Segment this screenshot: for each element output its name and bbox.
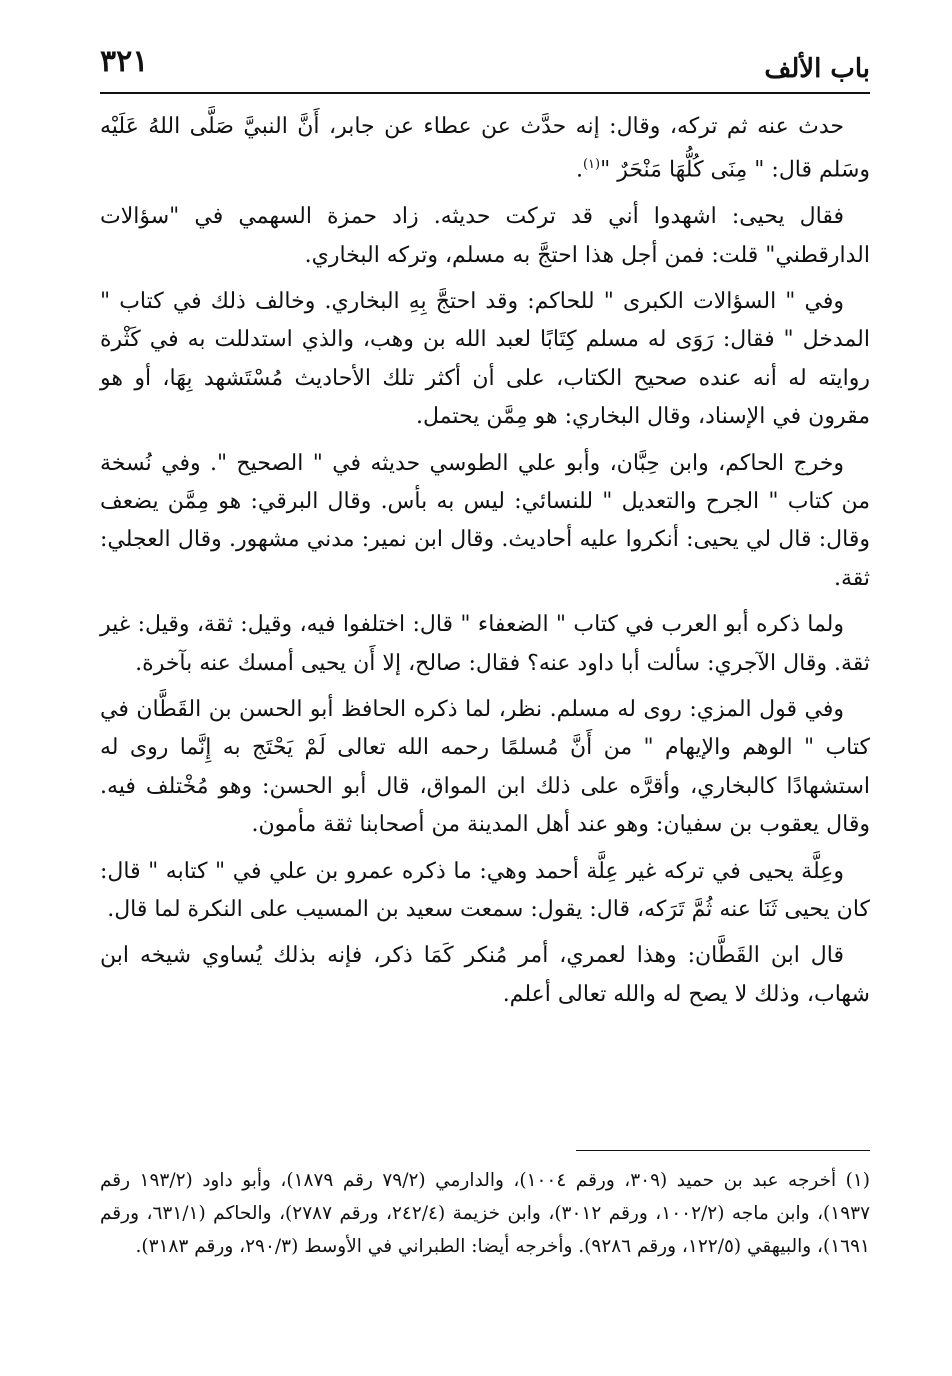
page-header (100, 42, 870, 94)
main-text (100, 108, 870, 1022)
footnotes (100, 1164, 870, 1263)
paragraph-text-end: . (575, 157, 583, 183)
footnote-reference: (١) (582, 157, 601, 173)
running-title: باب الألف (764, 54, 870, 84)
paragraph: ولما ذكره أبو العرب في كتاب " الضعفاء " قال: اختلفوا فيه، وقيل: ثقة، وقيل: غير ثقة. وقال الآجري: سألت أبا داود عنه؟ فقال: صالح، إلا أَن يحيى أمسك عنه بآخرة. (100, 612, 870, 676)
paragraph: قال ابن القَطَّان: وهذا لعمري، أمر مُنكر كَمَا ذكر، فإنه بذلك يُساوي شيخه ابن شهاب، وذلك لا يصح له والله تعالى أعلم. (100, 943, 870, 1007)
paragraph: وخرج الحاكم، وابن حِبَّان، وأبو علي الطوسي حديثه في " الصحيح ". وفي نُسخة من كتاب " الجرح والتعديل " للنسائي: ليس به بأس. وقال البرقي: هو مِمَّن يضعف وقال: قال لي يحيى: أنكروا عليه أحاديث. وقال ابن نمير: مدني مشهور. وقال العجلي: ثقة. (100, 450, 870, 591)
paragraph: فقال يحيى: اشهدوا أني قد تركت حديثه. زاد حمزة السهمي في "سؤالات الدارقطني" قلت: فمن أجل هذا احتجَّ به مسلم، وتركه البخاري. (100, 204, 870, 268)
footnote: (١) أخرجه عبد بن حميد (٣٠٩، ورقم ١٠٠٤)، والدارمي (٧٩/٢ رقم ١٨٧٩)، وأبو داود (١٩٣/٢ رقم ١٩٣٧)، وابن ماجه (١٠٠٢/٢، ورقم ٣٠١٢)، وابن خزيمة (٢٤٢/٤، ورقم ٢٧٨٧)، والحاكم (٦٣١/١، ورقم ١٦٩١)، والبيهقي (١٢٢/٥، ورقم ٩٢٨٦). وأخرجه أيضا: الطبراني في الأوسط (٢٩٠/٣، ورقم ٣١٨٣). (100, 1170, 871, 1257)
paragraph: وفي قول المزي: روى له مسلم. نظر، لما ذكره الحافظ أبو الحسن بن القَطَّان في كتاب " الوهم والإيهام " من أَنَّ مُسلمًا رحمه الله تعالى لَمْ يَحْتَج به إِنَّما روى له استشهادًا كالبخاري، وأقرَّه على ذلك ابن المواق، قال أبو الحسن: وهو مُخْتلف فيه. وقال يعقوب بن سفيان: وهو عند أهل المدينة من أصحابنا ثقة مأمون. (100, 697, 870, 838)
page-number: ٣٢١ (100, 44, 149, 79)
paragraph: وعِلَّة يحيى في تركه غير عِلَّة أحمد وهي: ما ذكره عمرو بن علي في " كتابه " قال: كان يحيى ثَنَا عنه ثُمَّ تَرَكه، قال: يقول: سمعت سعيد بن المسيب على النكرة لما قال. (100, 858, 870, 923)
footnote-separator (576, 1150, 870, 1151)
paragraph (100, 108, 870, 190)
paragraph: وفي " السؤالات الكبرى " للحاكم: وقد احتجَّ بِهِ البخاري. وخالف ذلك في كتاب " المدخل " فقال: رَوَى له مسلم كِتَابًا لعبد الله بن وهب، والذي استدللت به في كَثْرة روايته له أنه عنده صحيح الكتاب، على أن أكثر تلك الأحاديث مُسْتَشهد بِهَا، أو هو مقرون في الإسناد، وقال البخاري: هو مِمَّن يحتمل. (100, 288, 870, 430)
paragraph-text: حدث عنه ثم تركه، وقال: إنه حدَّث عن عطاء عن جابر، أَنَّ النبيَّ صَلَّى اللهُ عَلَيْه وسَلم قال: " مِنَى كُلُّهَا مَنْحَرٌ " (100, 114, 870, 183)
